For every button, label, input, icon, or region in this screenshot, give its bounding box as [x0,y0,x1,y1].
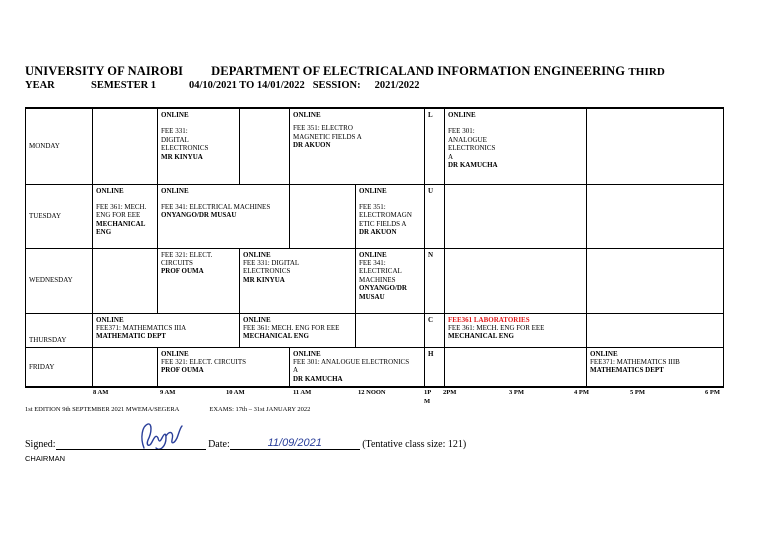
course-name: ETIC FIELDS A [359,219,407,228]
class-cell-mon-fee331 [158,108,240,184]
class-cell-thu-fee371 [93,313,240,347]
course-name: FEE 301: ANALOGUE ELECTRONICS [293,357,410,366]
class-cell-tue-fee341 [158,184,290,248]
time-label: 8 AM [93,389,109,396]
lecturer: MECHANICAL ENG [448,332,514,341]
empty-cell [445,248,587,313]
time-label: M [424,398,431,405]
online-tag: ONLINE [293,111,321,119]
time-label: 11 AM [293,389,312,396]
course-name: FEE 321: ELECT. CIRCUITS [161,357,247,366]
class-cell-thu-lab [445,313,587,347]
course-name: ELECTRONICS [243,267,291,276]
course-name: MAGNETIC FIELDS A [293,132,362,141]
course-name: FEE371: MATHEMATICS IIIA [96,323,187,332]
lecturer: ENG [96,228,112,237]
empty-cell [587,108,724,184]
year-label-third: THIRD [628,66,665,78]
class-cell-mon-fee301 [445,108,587,184]
empty-cell [587,248,724,313]
course-name: FEE 361: MECH. ENG FOR EEE [448,323,545,332]
empty-cell [587,313,724,347]
online-tag: ONLINE [96,315,124,324]
lecturer: DR KAMUCHA [448,161,498,170]
lecturer: MUSAU [359,292,385,301]
class-cell-fri-fee301 [290,347,425,387]
lecturer: MR KINYUA [161,152,203,161]
day-friday: FRIDAY [26,347,93,387]
date-field [230,437,360,450]
course-name: FEE371: MATHEMATICS IIIB [590,357,680,366]
date-value: 11/09/2021 [267,437,322,449]
class-cell-fri-fee321 [158,347,290,387]
lunch-letter: H [425,347,445,387]
lecturer: DR KAMUCHA [293,374,343,383]
row-wednesday [26,248,724,313]
online-tag: ONLINE [359,186,387,195]
course-name: DIGITAL [161,135,189,144]
class-cell-mon-fee351 [290,108,425,184]
lunch-letter: L [425,108,445,184]
time-label: 9 AM [160,389,176,396]
course-code: FEE 341: [359,258,386,267]
lecturer: MR KINYUA [243,275,285,284]
empty-cell [445,347,587,387]
lunch-letter: C [425,313,445,347]
lecturer: PROF OUMA [161,267,204,276]
time-label: 5 PM [630,389,645,396]
day-wednesday: WEDNESDAY [26,248,93,313]
empty-cell [587,184,724,248]
empty-cell [93,108,158,184]
class-cell-tue-fee361 [93,184,158,248]
empty-cell [356,313,425,347]
course-name: FEE 361: MECH. ENG FOR EEE [243,323,340,332]
empty-cell [93,248,158,313]
time-label: 4 PM [574,389,589,396]
empty-cell [93,347,158,387]
row-thursday [26,313,724,347]
lecturer: DR AKUON [359,228,397,237]
course-name: ELECTRICAL [359,267,402,276]
lecturer: MECHANICAL [96,219,146,228]
time-label: 6 PM [705,389,720,396]
class-size-note: (Tentative class size: 121) [362,439,467,450]
time-label: 12 NOON [358,389,386,396]
lecturer: MATHEMATICS DEPT [590,366,664,375]
online-tag: ONLINE [359,250,387,259]
online-tag: ONLINE [96,186,124,195]
title-line [25,64,665,79]
lab-tag: FEE361 LABORATORIES [448,315,530,324]
day-monday: MONDAY [26,108,93,184]
course-name: FEE 341: ELECTRICAL MACHINES [161,202,271,211]
course-name: MACHINES [359,275,396,284]
row-tuesday [26,184,724,248]
online-tag: ONLINE [293,349,321,358]
online-tag: ONLINE [590,349,618,358]
time-label: 10 AM [226,389,245,396]
time-label: 1P [424,389,432,396]
signed-label: Signed: [25,439,56,450]
empty-cell [240,108,290,184]
empty-cell [445,184,587,248]
signature-field [56,438,206,450]
course-name: FEE 361: MECH. [96,202,147,211]
online-tag: ONLINE [243,315,271,324]
year-label: YEAR [25,80,55,91]
time-label: 2PM [443,389,457,396]
course-name: ANALOGUE [448,135,487,144]
course-name: FEE 331: DIGITAL [243,258,300,267]
lecturer: ONYANGO/DR MUSAU [161,211,237,220]
course-name: FEE 321: ELECT. [161,250,213,259]
class-cell-tue-fee351 [356,184,425,248]
course-name: ELECTRONICS [448,144,496,153]
time-label: 3 PM [509,389,524,396]
lecturer: ONYANGO/DR [359,284,407,293]
lunch-letter: N [425,248,445,313]
date-range: 04/10/2021 TO 14/01/2022 [189,80,305,91]
footer-edition-line [25,406,310,413]
lecturer: MATHEMATIC DEPT [96,332,166,341]
chairman-label: CHAIRMAN [25,454,66,463]
course-name: ELECTROMAGN [359,211,412,220]
empty-cell [290,184,356,248]
day-thursday: THURSDAY [26,313,93,347]
course-name: CIRCUITS [161,258,193,267]
session-label: SESSION: [312,80,361,91]
course-name: ENG FOR EEE [96,211,141,220]
online-tag: ONLINE [161,349,189,358]
lecturer: PROF OUMA [161,366,204,375]
session-value: 2021/2022 [374,80,420,91]
online-tag: ONLINE [161,111,189,119]
timetable [25,107,724,388]
course-name: A [293,366,299,375]
course-code: FEE 301: [448,127,475,136]
online-tag: ONLINE [243,250,271,259]
class-cell-wed-fee321 [158,248,240,313]
row-monday [26,108,724,184]
course-name: ELECTRONICS [161,144,209,153]
class-cell-thu-fee361 [240,313,356,347]
lecturer: MECHANICAL ENG [243,332,309,341]
course-name: A [448,152,454,161]
exam-dates: EXAMS: 17th – 31st JANUARY 2022 [209,406,311,413]
university-name: UNIVERSITY OF NAIROBI [25,64,184,78]
course-name: FEE 351: ELECTRO [293,124,353,133]
course-code: FEE 351: [359,202,386,211]
day-tuesday: TUESDAY [26,184,93,248]
row-friday [26,347,724,387]
signature-line [25,437,466,450]
class-cell-wed-fee331 [240,248,356,313]
online-tag: ONLINE [161,186,189,195]
edition-note: 1st EDITION 9th SEPTEMBER 2021 MWEMA/SEGERA [25,406,180,413]
course-code: FEE 331: [161,127,188,136]
class-cell-fri-fee371 [587,347,724,387]
lunch-letter: U [425,184,445,248]
subtitle-line [25,80,420,91]
class-cell-wed-fee341 [356,248,425,313]
semester-label: SEMESTER 1 [91,80,157,91]
lecturer: DR AKUON [293,141,331,150]
date-label: Date: [208,439,230,450]
online-tag: ONLINE [448,111,476,119]
department-name: DEPARTMENT OF ELECTRICALAND INFORMATION ENGINEERING [211,64,626,78]
